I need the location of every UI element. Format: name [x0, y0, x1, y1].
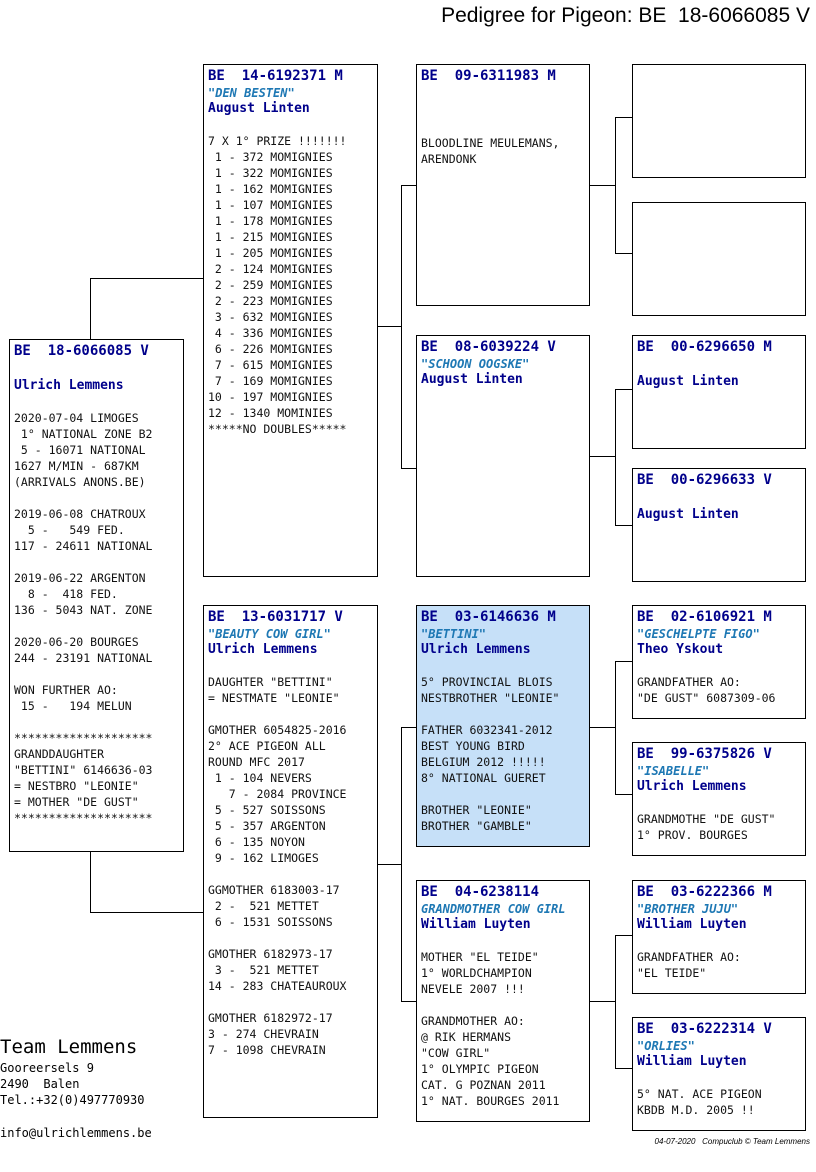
connector	[615, 661, 633, 662]
connector	[401, 1001, 417, 1002]
pigeon-nickname: "BETTINI"	[421, 627, 487, 641]
team-email[interactable]: info@ulrichlemmens.be	[0, 1126, 152, 1140]
pigeon-nickname: GRANDMOTHER COW GIRL	[421, 902, 566, 916]
owner-name: William Luyten	[637, 917, 747, 932]
owner-name: August Linten	[637, 507, 739, 522]
connector	[589, 1001, 615, 1002]
connector	[615, 525, 633, 526]
owner-name: William Luyten	[637, 1054, 747, 1069]
owner-name: Ulrich Lemmens	[208, 642, 318, 657]
connector	[615, 389, 616, 525]
pigeon-info: GRANDFATHER AO: "DE GUST" 6087309-06	[637, 675, 776, 705]
connector	[615, 1068, 633, 1069]
owner-name: August Linten	[637, 374, 739, 389]
mother-card	[203, 605, 378, 1118]
connector	[615, 117, 633, 118]
connector	[377, 864, 401, 865]
ring-number: BE 02-6106921 M	[637, 609, 772, 625]
pigeon-info: 7 X 1° PRIZE !!!!!!! 1 - 372 MOMIGNIES 1 - 322 MOMIGNIES 1 - 162 MOMIGNIES 1 - 107 MOMIGNIES 1 - 178 MOMIGNIES 1 - 215 MOMIGNIES 1 - 205 MOMIGNIES 2 - 124 MOMIGNIES 2 - 259 MOMIGNIES 2 - 223 MOMIGNIES 3 - 632 MOMIGNIES 4 - 336 MOMIGNIES 6 - 226 MOMIGNIES 7 - 615 MOMIGNIES 7 - 169 MOMIGNIES 10 - 197 MOMIGNIES 12 - 1340 MOMINIES *****NO DOUBLES*****	[208, 134, 347, 436]
connector	[401, 468, 417, 469]
ring-number: BE 00-6296650 M	[637, 339, 772, 355]
ring-number: BE 04-6238114	[421, 884, 540, 900]
connector	[615, 389, 633, 390]
owner-name: Ulrich Lemmens	[421, 642, 531, 657]
connector	[615, 253, 633, 254]
great-grandparent-card-5	[632, 605, 806, 719]
pigeon-nickname: "BROTHER JUJU"	[637, 902, 739, 916]
pigeon-info: 5° PROVINCIAL BLOIS NESTBROTHER "LEONIE" FATHER 6032341-2012 BEST YOUNG BIRD BELGIUM 2012 !!!!! 8° NATIONAL GUERET BROTHER "LEONIE" BROTHER "GAMBLE"	[421, 675, 560, 833]
ring-number: BE 00-6296633 V	[637, 472, 772, 488]
ring-number: BE 09-6311983 M	[421, 68, 556, 84]
connector	[401, 185, 402, 468]
pigeon-info: 2020-07-04 LIMOGES 1° NATIONAL ZONE B2 5 - 16071 NATIONAL 1627 M/MIN - 687KM (ARRIVALS ANONS.BE) 2019-06-08 CHATROUX 5 - 549 FED. 117 - 24611 NATIONAL 2019-06-22 ARGENTON 8 - 418 FED. 136 - 5043 NAT. ZONE 2020-06-20 BOURGES 244 - 23191 NATIONAL WON FURTHER AO: 15 - 194 MELUN ******************** GRANDDAUGHTER "BETTINI" 6146636-03 = NESTBRO "LEONIE" = MOTHER "DE GUST" ********************	[14, 411, 153, 825]
great-grandparent-card-4	[632, 468, 806, 582]
paternal-grandmother-card	[416, 335, 590, 577]
connector	[589, 456, 615, 457]
connector	[401, 185, 417, 186]
ring-number: BE 14-6192371 M	[208, 68, 343, 84]
connector	[90, 851, 91, 912]
pigeon-info: GRANDFATHER AO: "EL TEIDE"	[637, 950, 741, 980]
connector	[401, 727, 417, 728]
subject-card	[9, 339, 184, 852]
ring-number: BE 03-6222314 V	[637, 1021, 772, 1037]
pigeon-info: MOTHER "EL TEIDE" 1° WORLDCHAMPION NEVELE 2007 !!! GRANDMOTHER AO: @ RIK HERMANS "COW GIRL" 1° OLYMPIC PIGEON CAT. G POZNAN 2011 1° NAT. BOURGES 2011	[421, 950, 560, 1108]
great-grandparent-card-1	[632, 64, 806, 178]
connector	[615, 117, 616, 253]
pigeon-info: DAUGHTER "BETTINI" = NESTMATE "LEONIE" GMOTHER 6054825-2016 2° ACE PIGEON ALL ROUND MFC 2017 1 - 104 NEVERS 7 - 2084 PROVINCE 5 - 527 SOISSONS 5 - 357 ARGENTON 6 - 135 NOYON 9 - 162 LIMOGES GGMOTHER 6183003-17 2 - 521 METTET 6 - 1531 SOISSONS GMOTHER 6182973-17 3 - 521 METTET 14 - 283 CHATEAUROUX GMOTHER 6182972-17 3 - 274 CHEVRAIN 7 - 1098 CHEVRAIN	[208, 675, 347, 1057]
paternal-grandfather-card	[416, 64, 590, 306]
ring-number: BE 99-6375826 V	[637, 746, 772, 762]
footer-credit: 04-07-2020 Compuclub © Team Lemmens	[654, 1137, 810, 1146]
owner-name: Ulrich Lemmens	[14, 378, 124, 393]
connector	[615, 935, 616, 1068]
team-street: Gooreersels 9	[0, 1061, 94, 1075]
owner-name: Ulrich Lemmens	[637, 779, 747, 794]
great-grandparent-card-6	[632, 742, 806, 856]
maternal-grandfather-card	[416, 605, 590, 847]
ring-number: BE 13-6031717 V	[208, 609, 343, 625]
pigeon-nickname: "SCHOON OOGSKE"	[421, 357, 530, 371]
pigeon-nickname: "ORLIES"	[637, 1039, 695, 1053]
owner-name: August Linten	[208, 101, 310, 116]
connector	[377, 326, 401, 327]
connector	[90, 912, 204, 913]
connector	[401, 727, 402, 1001]
pigeon-info: GRANDMOTHE "DE GUST" 1° PROV. BOURGES	[637, 812, 776, 842]
ring-number: BE 03-6222366 M	[637, 884, 772, 900]
ring-number: BE 08-6039224 V	[421, 339, 556, 355]
pigeon-nickname: "BEAUTY COW GIRL"	[208, 627, 331, 641]
owner-name: William Luyten	[421, 917, 531, 932]
connector	[90, 278, 204, 279]
pigeon-info: 5° NAT. ACE PIGEON KBDB M.D. 2005 !!	[637, 1087, 762, 1117]
ring-number: BE 03-6146636 M	[421, 609, 556, 625]
connector	[615, 935, 633, 936]
great-grandparent-card-8	[632, 1017, 806, 1131]
pigeon-nickname: "ISABELLE"	[637, 764, 710, 778]
maternal-grandmother-card	[416, 880, 590, 1122]
connector	[90, 278, 91, 340]
connector	[615, 661, 616, 794]
team-phone: Tel.:+32(0)497770930	[0, 1093, 145, 1107]
page-title: Pedigree for Pigeon: BE 18-6066085 V	[441, 4, 810, 27]
pigeon-nickname: "GESCHELPTE FIGO"	[637, 627, 760, 641]
team-city: 2490 Balen	[0, 1077, 80, 1091]
father-card	[203, 64, 378, 577]
connector	[589, 727, 615, 728]
connector	[589, 185, 615, 186]
owner-name: August Linten	[421, 372, 523, 387]
pigeon-nickname: "DEN BESTEN"	[208, 86, 295, 100]
team-name: Team Lemmens	[0, 1036, 138, 1058]
ring-number: BE 18-6066085 V	[14, 343, 149, 359]
great-grandparent-card-2	[632, 202, 806, 316]
pigeon-info: BLOODLINE MEULEMANS, ARENDONK	[421, 136, 560, 166]
owner-name: Theo Yskout	[637, 642, 724, 657]
great-grandparent-card-3	[632, 335, 806, 449]
great-grandparent-card-7	[632, 880, 806, 994]
connector	[615, 794, 633, 795]
